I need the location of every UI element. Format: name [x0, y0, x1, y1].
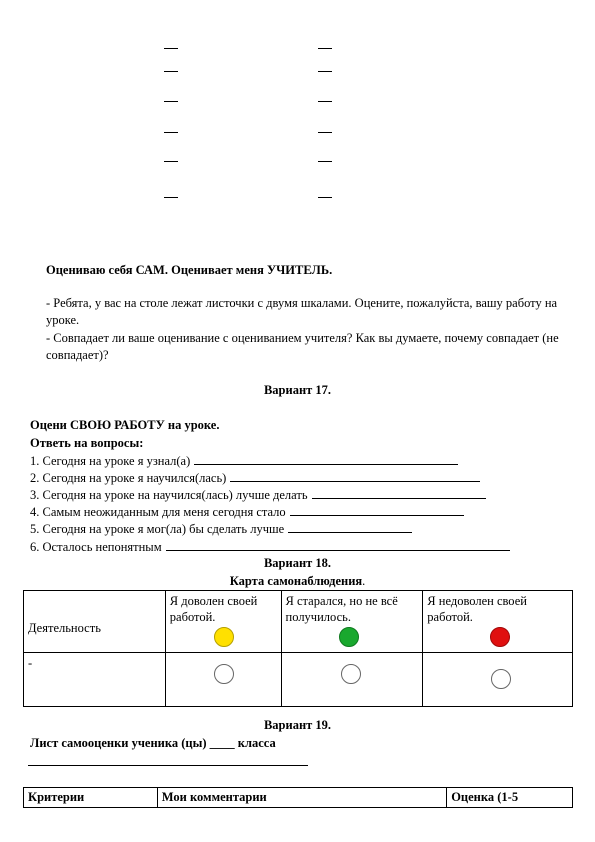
sheet-title: Лист самооценки ученика (цы) ____ класса — [30, 736, 276, 750]
variant-18-subtitle: Карта самонаблюдения. — [229, 574, 366, 588]
dash-mark — [318, 161, 332, 162]
dash-mark — [164, 197, 178, 198]
answer-line-2[interactable] — [230, 470, 480, 482]
answer-line-6[interactable] — [166, 539, 510, 551]
criteria-table — [23, 787, 573, 808]
criteria-header: Критерии — [24, 788, 158, 808]
question-3: 3. Сегодня на уроке на научился(лась) лучше делать — [30, 487, 486, 503]
dash-mark — [318, 101, 332, 102]
dash-mark — [164, 101, 178, 102]
variant-17-task: Оцени СВОЮ РАБОТУ на уроке. — [30, 418, 220, 432]
dash-mark — [164, 161, 178, 162]
yellow-circle-icon — [214, 627, 234, 647]
question-4: 4. Самым неожиданным для меня сегодня стало — [30, 504, 464, 520]
intro-paragraph-1: - Ребята, у вас на столе лежат листочки с двумя шкалами. Оцените, пожалуйста, вашу работу на уроке. — [46, 296, 558, 327]
intro-heading: Оцениваю себя САМ. Оценивает меня УЧИТЕЛЬ. — [46, 263, 333, 277]
question-1: 1. Сегодня на уроке я узнал(а) — [30, 453, 458, 469]
variant-17-title: Вариант 17. — [263, 383, 332, 397]
header-activity: Деятельность — [24, 591, 166, 653]
intro-paragraph-2: - Совпадает ли ваше оценивание с оцениванием учителя? Как вы думаете, почему совпадает (не совпадает)? — [46, 331, 559, 362]
header-satisfied: Я доволен своей работой. — [165, 591, 281, 653]
dash-mark — [318, 71, 332, 72]
question-6: 6. Осталось непонятным — [30, 539, 510, 555]
dash-mark — [318, 197, 332, 198]
question-5: 5. Сегодня на уроке я мог(ла) бы сделать лучше — [30, 521, 412, 537]
dash-mark — [318, 132, 332, 133]
header-tried: Я старался, но не всё получилось. — [281, 591, 423, 653]
header-unsatisfied: Я недоволен своей работой. — [423, 591, 573, 653]
answer-line-3[interactable] — [312, 487, 486, 499]
answer-line-4[interactable] — [290, 504, 464, 516]
choice-circle-satisfied[interactable] — [214, 664, 234, 684]
red-circle-icon — [490, 627, 510, 647]
dash-mark — [318, 48, 332, 49]
variant-17-subtask: Ответь на вопросы: — [30, 436, 144, 450]
answer-line-1[interactable] — [194, 453, 458, 465]
dash-mark — [164, 132, 178, 133]
answer-line-5[interactable] — [288, 521, 412, 533]
dash-mark — [164, 48, 178, 49]
choice-circle-tried[interactable] — [341, 664, 361, 684]
question-2: 2. Сегодня на уроке я научился(лась) — [30, 470, 480, 486]
grade-header: Оценка (1-5 — [447, 788, 573, 808]
variant-18-title: Вариант 18. — [263, 556, 332, 570]
dash-mark — [164, 71, 178, 72]
variant-19-title: Вариант 19. — [263, 718, 332, 732]
choice-circle-unsatisfied[interactable] — [491, 669, 511, 689]
self-observation-table — [23, 590, 573, 707]
name-line[interactable] — [28, 765, 308, 766]
activity-cell: - — [24, 653, 166, 707]
green-circle-icon — [339, 627, 359, 647]
comments-header: Мои комментарии — [157, 788, 446, 808]
